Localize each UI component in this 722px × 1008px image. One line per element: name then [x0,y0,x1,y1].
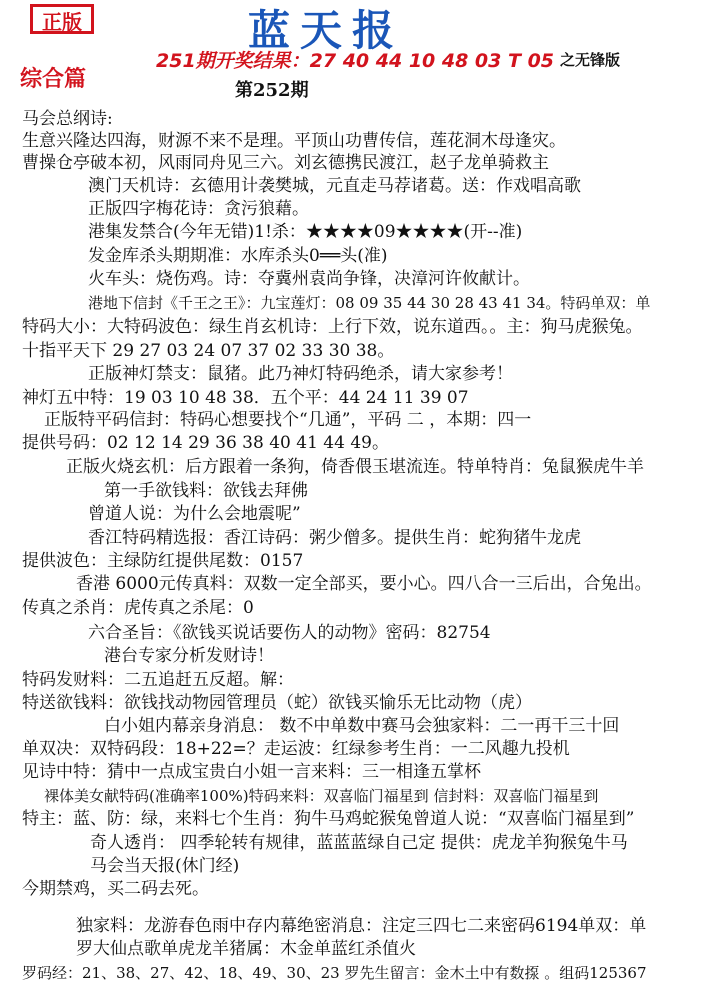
text-line: 单双决：双特码段：18+22=？走运波：红绿参考生肖：一二风趣九投机 [22,739,570,759]
text-line: 曾道人说：为什么会地震呢” [88,504,301,524]
text-line: 罗码经：21、38、27、42、18、49、30、23 罗先生留言：金木土中有数揼 。组码125367 [22,964,647,982]
text-line: 港台专家分析发财诗！ [104,646,274,666]
text-line: 生意兴隆达四海，财源不来不是理。平顶山功曹传信，莲花洞木母逢灾。 [22,131,566,151]
text-line: 港地下信封《千王之王》：九宝莲灯：08 09 35 44 30 28 43 41 34。特码单双：单 [88,294,651,312]
text-line: 白小姐内幕亲身消息： 数不中单数中赛马会独家料：二一再干三十回 [104,716,620,736]
text-line: 今期禁鸡，买二码去死。 [22,879,209,899]
text-line: 第一手欲钱料：欲钱去拜佛 [104,481,308,501]
text-line: 正版特平码信封：特码心想要找个“几通”，平码 二 ，本期：四一 [44,410,532,430]
text-line: 奇人透肖： 四季轮转有规律，蓝蓝蓝绿自己定 提供：虎龙羊狗猴兔牛马 [90,833,628,853]
text-line: 裸体美女献特码(准确率100%)特码来料：双喜临门福星到 信封料：双喜临门福星到 [44,787,599,805]
edition-badge: 正版 [30,4,94,34]
text-line: 见诗中特：猜中一点成宝贵白小姐一言来料：三一相逢五掌杯 [22,762,481,782]
text-line: 特送欲钱料：欲钱找动物园管理员（蛇）欲钱买愉乐无比动物（虎） [22,693,532,713]
draw-result: 251期开奖结果：27 40 44 10 48 03 T 05 [156,50,555,72]
text-line: 独家料：龙游春色雨中存内幕绝密消息：注定三四七二来密码6194单双：单 [76,916,647,936]
text-line: 正版火烧玄机：后方跟着一条狗，倚香偎玉堪流连。特单特肖：兔鼠猴虎牛羊 [66,457,644,477]
text-line: 马会总纲诗: [22,109,113,129]
text-line: 正版神灯禁支：鼠猪。此乃神灯特码绝杀，请大家参考！ [88,364,513,384]
text-line: 火车头：烧伤鸡。诗：夺冀州袁尚争锋，决漳河许攸献计。 [88,269,530,289]
text-line: 罗大仙点歌单虎龙羊猪属：木金单蓝红杀值火 [76,939,416,959]
text-line: 马会当天报(休门经) [90,856,240,876]
text-line: 提供号码：02 12 14 29 36 38 40 41 44 49。 [22,433,389,453]
text-line: 六合圣旨：《欲钱买说话要伤人的动物》密码：82754 [88,623,491,643]
text-line: 特码大小：大特码波色：绿生肖玄机诗：上行下效，说东道西。。主：狗马虎猴兔。 [22,317,643,337]
newspaper-title: 蓝天报 [248,6,405,55]
text-line: 澳门天机诗：玄德用计袭樊城，元直走马荐诸葛。送：作戏唱高歌 [88,176,581,196]
text-line: 香港 6000元传真料：双数一定全部买，要小心。四八合一三后出，合兔出。 [76,574,652,594]
text-line: 提供波色：主绿防红提供尾数：0157 [22,551,304,571]
issue-number: 第252期 [235,80,309,101]
text-line: 港集发禁合(今年无错)1!杀：★★★★09★★★★(开--准) [88,222,523,242]
text-line: 香江特码精选报：香江诗码：粥少僧多。提供生肖：蛇狗猪牛龙虎 [88,528,581,548]
text-line: 特码发财料：二五追赶五反超。解： [22,670,294,690]
text-line: 神灯五中特：19 03 10 48 38．五个平：44 24 11 39 07 [22,388,469,408]
text-line: 特主：蓝、防：绿，来料七个生肖：狗牛马鸡蛇猴兔曾道人说：“双喜临门福星到” [22,809,635,829]
text-line: 曹操仓亭破本初，风雨同舟见三六。刘玄德携民渡江，赵子龙单骑救主 [22,153,549,173]
text-line: 传真之杀肖：虎传真之杀尾：0 [22,598,254,618]
text-line: 十指平天下 29 27 03 24 07 37 02 33 30 38。 [22,341,395,361]
text-line: 发金库杀头期期准：水库杀头0══头(准) [88,246,388,266]
section-title: 综合篇 [20,66,87,92]
text-line: 正版四字梅花诗：贪污狼藉。 [88,199,309,219]
edition-label: 之无锋版 [560,51,621,69]
